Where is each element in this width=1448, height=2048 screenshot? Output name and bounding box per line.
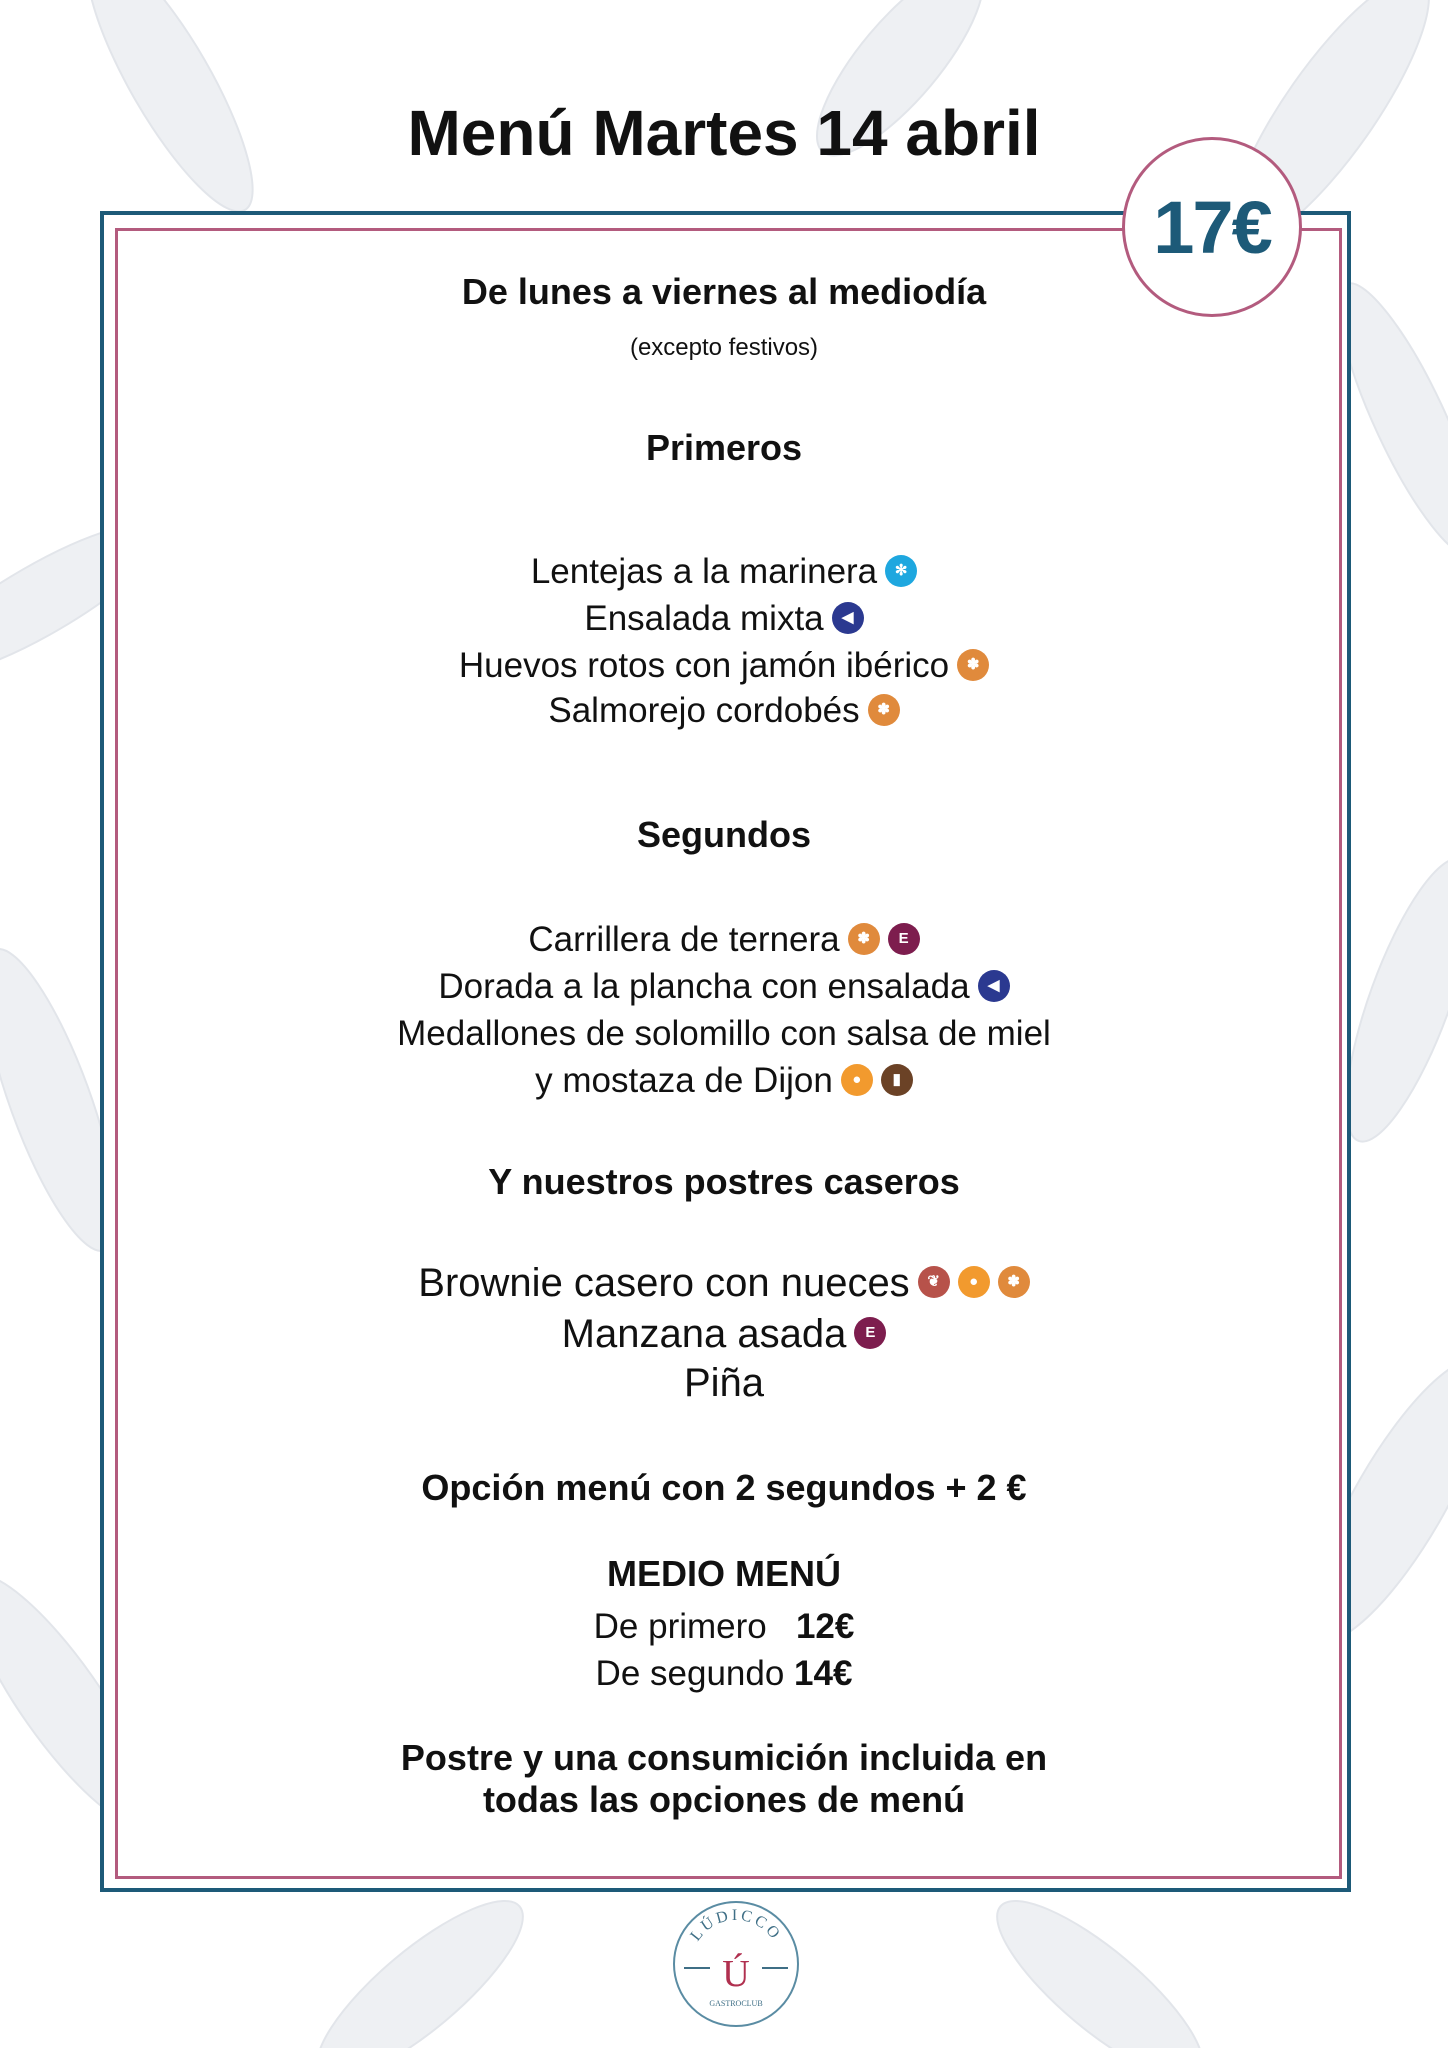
menu-item <box>0 549 1448 595</box>
menu-item-name: Medallones de solomillo con salsa de miel <box>397 1014 1051 1053</box>
menu-item <box>0 917 1448 963</box>
logo-name: LÚDICCO <box>687 1907 785 1945</box>
half-menu-second <box>0 1651 1448 1697</box>
menu-item-name: Ensalada mixta <box>584 599 824 638</box>
eggs-allergen-icon: ● <box>841 1064 873 1096</box>
half-menu-heading: MEDIO MENÚ <box>607 1553 841 1594</box>
footer-line-1: Postre y una consumición incluida en <box>400 1737 1048 1778</box>
ludicco-logo <box>670 1898 802 2030</box>
eggs-allergen-icon: ● <box>958 1266 990 1298</box>
menu-item-name: Manzana asada <box>561 1312 847 1356</box>
menu-item-name: Lentejas a la marinera <box>530 552 878 591</box>
note: (excepto festivos) <box>629 334 819 361</box>
section-heading: Segundos <box>636 814 811 855</box>
menu-item-name: Carrillera de ternera <box>528 920 840 959</box>
menu-item <box>0 964 1448 1010</box>
menu-item-name: Huevos rotos con jamón ibérico <box>458 646 950 685</box>
option-text: Opción menú con 2 segundos + 2 € <box>421 1467 1027 1508</box>
section-heading: Primeros <box>645 427 803 468</box>
menu-item-name: Dorada a la plancha con ensalada <box>438 967 970 1006</box>
subtitle: De lunes a viernes al mediodía <box>461 271 987 312</box>
gluten-allergen-icon: ✽ <box>957 649 989 681</box>
logo-tagline: GASTROCLUB <box>709 1999 763 2008</box>
menu-item <box>0 1058 1448 1104</box>
sulphites-allergen-icon: E <box>854 1317 886 1349</box>
second-label: De segundo <box>595 1654 785 1693</box>
half-menu-first <box>0 1604 1448 1650</box>
section-heading: Y nuestros postres caseros <box>488 1161 960 1202</box>
crustaceans-allergen-icon: ✻ <box>885 555 917 587</box>
second-price: 14€ <box>794 1654 853 1693</box>
fish-allergen-icon: ◀ <box>978 970 1010 1002</box>
footer-line-2: todas las opciones de menú <box>482 1779 966 1820</box>
menu-item <box>0 643 1448 689</box>
gluten-allergen-icon: ✽ <box>848 923 880 955</box>
menu-item <box>0 1360 1448 1406</box>
menu-item-name: y mostaza de Dijon <box>535 1061 833 1100</box>
gluten-allergen-icon: ✽ <box>868 694 900 726</box>
menu-item-name: Piña <box>683 1361 765 1405</box>
fish-allergen-icon: ◀ <box>832 602 864 634</box>
nuts-allergen-icon: ❦ <box>918 1266 950 1298</box>
logo-letter: Ú <box>722 1953 750 1995</box>
menu-item-name: Salmorejo cordobés <box>548 691 860 730</box>
gluten-allergen-icon: ✽ <box>998 1266 1030 1298</box>
first-price: 12€ <box>795 1607 855 1646</box>
menu-item <box>0 1260 1448 1306</box>
menu-item <box>0 1311 1448 1357</box>
menu-item <box>0 1011 1448 1057</box>
sulphites-allergen-icon: E <box>888 923 920 955</box>
first-label: De primero <box>593 1607 767 1646</box>
price-badge: 17€ <box>1122 137 1302 317</box>
page-title: Menú Martes 14 abril <box>407 97 1041 169</box>
menu-item <box>0 688 1448 734</box>
menu-item-name: Brownie casero con nueces <box>418 1261 910 1305</box>
menu-item <box>0 596 1448 642</box>
mustard-allergen-icon: ▮ <box>881 1064 913 1096</box>
